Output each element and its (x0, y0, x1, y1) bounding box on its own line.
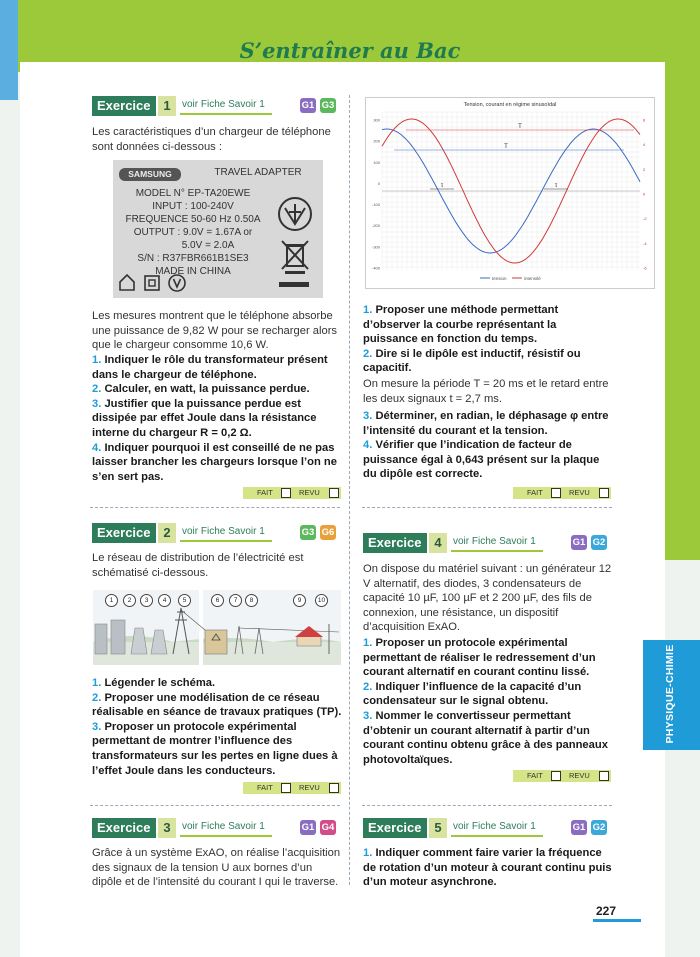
link-underline (180, 835, 272, 837)
diagram-number-8: 8 (245, 594, 258, 607)
right-tick-label: 6 (643, 117, 646, 123)
fiche-savoir-link[interactable]: voir Fiche Savoir 1 (453, 821, 536, 832)
badge-g6: G6 (321, 527, 335, 538)
question: 2. Indiquer l’influence de la capacité d’un condensateur sur le signal obtenu. (363, 680, 582, 708)
left-tick-label: -200 (371, 223, 380, 229)
exercise-4-intro: On dispose du matériel suivant : un générateur 12 V alternatif, des diodes, 3 condensateurs de capacité 10 µF, 100 µF et 2 200 µF, des fils de connexion, une résistance, un dispositif d’acquisition ExAO. (363, 563, 612, 634)
exercise-1-intro: Les caractéristiques d’un chargeur de téléphone sont données ci-dessous : (92, 126, 331, 153)
exercise-1-header (92, 96, 342, 116)
green-margin (665, 0, 700, 560)
brand-logo: SAMSUNG (119, 168, 181, 181)
exercise-number: 4 (429, 533, 447, 553)
fait-checkbox[interactable] (551, 488, 561, 498)
question: 1. Légender le schéma. (92, 677, 216, 689)
square-icon (143, 274, 161, 292)
fiche-savoir-link[interactable]: voir Fiche Savoir 1 (182, 99, 265, 110)
left-tick-label: -100 (371, 202, 380, 208)
fait-label: FAIT (257, 783, 273, 792)
badge-g1: G1 (301, 822, 315, 833)
annotation-label: T (504, 144, 508, 150)
badge-g2: G2 (592, 537, 606, 548)
right-tick-label: 4 (643, 142, 646, 148)
row-divider (90, 805, 340, 806)
question: 3. Justifier que la puissance perdue est dissipée par effet Joule dans la résistance interne du chargeur R = 0,2 Ω. (92, 397, 317, 439)
question: 2. Dire si le dipôle est inductif, résistif ou capacitif. (363, 347, 581, 375)
exercise-label: Exercice (363, 818, 427, 838)
revu-checkbox[interactable] (329, 488, 339, 498)
left-tick-label: 0 (377, 180, 380, 186)
right-tick-label: -4 (643, 240, 647, 246)
right-tick-label: -6 (643, 265, 647, 271)
fait-checkbox[interactable] (281, 488, 291, 498)
exercise-4-header (363, 533, 613, 553)
chart-ticks (372, 118, 647, 271)
fait-label: FAIT (527, 771, 543, 780)
badge-g2: G2 (592, 822, 606, 833)
exercise-1-body: Les mesures montrent que le téléphone absorbe une puissance de 9,82 W pour se recharger alors que le chargeur consomme 10,6 W. (92, 310, 338, 352)
right-tick-label: 0 (643, 191, 646, 197)
exercise-3-header (92, 818, 342, 838)
question: 3. Déterminer, en radian, le déphasage φ entre l’intensité du courant et la tension. (363, 410, 609, 437)
exercise-5-questions (363, 846, 613, 890)
right-tick-label: 2 (643, 166, 646, 172)
left-tick-label: 300 (373, 117, 380, 123)
exercise-5-header (363, 818, 613, 838)
exercise-label: Exercice (92, 818, 156, 838)
question: 2. Proposer une modélisation de ce réseau réalisable en séance de travaux pratiques (TP). (92, 691, 342, 719)
chart-title: Tension, courant en régime sinusoïdal (463, 102, 557, 108)
left-tick-label: 200 (373, 138, 380, 144)
fiche-savoir-link[interactable]: voir Fiche Savoir 1 (182, 526, 265, 537)
row-divider (362, 507, 612, 508)
page-number-underline (593, 919, 641, 922)
exercise-number: 5 (429, 818, 447, 838)
exercise-3-body: On mesure la période T = 20 ms et le retard entre les deux signaux t = 2,7 ms. (363, 378, 609, 405)
chart-grid (382, 112, 640, 270)
exercise-2-questions (92, 676, 344, 778)
annotation-label: T (518, 124, 522, 130)
revu-label: REVU (569, 488, 590, 497)
question: 1. Proposer un protocole expérimental permettant de réaliser le redressement d’un courant alternatif en courant continu lissé. (363, 637, 596, 679)
revu-label: REVU (299, 488, 320, 497)
exercise-label: Exercice (363, 533, 427, 553)
weee-bin-icon (279, 238, 311, 274)
exercise-3-questions-a (363, 303, 613, 376)
plate-line: 5.0V = 2.0A (181, 240, 235, 251)
exercise-number: 3 (158, 818, 176, 838)
diagram-number-3: 3 (140, 594, 153, 607)
charger-label-plate (113, 160, 323, 298)
exercise-number: 2 (158, 523, 176, 543)
exercise-2-header (92, 523, 342, 543)
fait-revu-checklist (513, 487, 611, 499)
badge-g3: G3 (301, 527, 315, 538)
revu-checkbox[interactable] (329, 783, 339, 793)
exercise-3-questions-b (363, 409, 613, 482)
diagram-number-9: 9 (293, 594, 306, 607)
left-tick-label: 100 (373, 159, 380, 165)
diagram-number-7: 7 (229, 594, 242, 607)
tension-current-chart (365, 97, 655, 289)
diagram-number-5: 5 (178, 594, 191, 607)
diagram-number-6: 6 (211, 594, 224, 607)
question: 2. Calculer, en watt, la puissance perdue. (92, 383, 310, 396)
chart-svg (366, 98, 654, 288)
revu-checkbox[interactable] (599, 771, 609, 781)
link-underline (180, 113, 272, 115)
page-number: 227 (596, 904, 617, 918)
certification-icon (275, 194, 315, 234)
legend-entry: tension (492, 276, 507, 281)
badge-g3: G3 (321, 100, 335, 111)
v-circle-icon (167, 273, 187, 293)
right-tick-label: -2 (643, 216, 647, 222)
badge-g1: G1 (572, 822, 586, 833)
plate-line: MODEL N° EP-TA20EWE (135, 188, 251, 199)
exercise-label: Exercice (92, 523, 156, 543)
diagram-number-1: 1 (105, 594, 118, 607)
row-divider (90, 507, 340, 508)
question: 3. Nommer le convertisseur permettant d’obtenir un courant alternatif à partir d’un courant continu obtenu grâce à des panneaux photovoltaïques. (363, 709, 608, 766)
annotation-label: τ (440, 183, 444, 189)
plate-line: MADE IN CHINA (155, 266, 231, 277)
fait-label: FAIT (257, 488, 273, 497)
plate-title: TRAVEL ADAPTER (214, 167, 302, 178)
question: 1. Indiquer comment faire varier la fréquence de rotation d’un moteur à courant continu puis d’un moteur asynchrone. (363, 847, 612, 889)
exercise-4-questions (363, 636, 613, 767)
page-title: S’entraîner au Bac (239, 38, 461, 63)
fait-checkbox[interactable] (551, 771, 561, 781)
exercise-3-intro: Grâce à un système ExAO, on réalise l’acquisition des signaux de la tension U aux bornes d’un dipôle et de l’intensité du courant I qui le traverse. (92, 847, 341, 889)
side-tab-label: PHYSIQUE-CHIMIE (664, 644, 676, 744)
legend-entry: intensité (524, 276, 541, 281)
question: 3. Proposer un protocole expérimental permettant de montrer l’influence des transformateurs sur les pertes en ligne dues à l’effet Joule dans les conducteurs. (92, 720, 338, 777)
left-tick-label: -300 (371, 244, 380, 250)
chart-annotations (394, 124, 634, 189)
badge-g1: G1 (572, 537, 586, 548)
fait-revu-checklist (243, 782, 341, 794)
plate-line: OUTPUT : 9.0V = 1.67A or (133, 227, 253, 238)
link-underline (180, 540, 272, 542)
exercise-2-intro: Le réseau de distribution de l’électricité est schématisé ci-dessous. (92, 552, 304, 579)
link-underline (451, 550, 543, 552)
revu-label: REVU (569, 771, 590, 780)
exercise-number: 1 (158, 96, 176, 116)
plate-line: FREQUENCE 50-60 Hz 0.50A (125, 214, 261, 225)
house-icon (117, 272, 137, 292)
question: 4. Vérifier que l’indication de facteur de puissance égal à 0,643 présent sur la plaque du dipôle est correcte. (363, 439, 600, 481)
question: 1. Proposer une méthode permettant d’observer la courbe représentant la puissance en fonction du temps. (363, 304, 559, 346)
plate-line: INPUT : 100-240V (152, 201, 234, 212)
link-underline (451, 835, 543, 837)
question: 1. Indiquer le rôle du transformateur présent dans le chargeur de téléphone. (92, 354, 328, 381)
diagram-number-2: 2 (123, 594, 136, 607)
row-divider (362, 805, 612, 806)
exercise-1-questions (92, 353, 344, 484)
badge-g4: G4 (321, 822, 335, 833)
fiche-savoir-link[interactable]: voir Fiche Savoir 1 (453, 536, 536, 547)
question: 4. Indiquer pourquoi il est conseillé de ne pas laisser brancher les chargeurs lorsque l’on ne s’en sert pas. (92, 441, 337, 483)
revu-checkbox[interactable] (599, 488, 609, 498)
fait-checkbox[interactable] (281, 783, 291, 793)
revu-label: REVU (299, 783, 320, 792)
fait-label: FAIT (527, 488, 543, 497)
fiche-savoir-link[interactable]: voir Fiche Savoir 1 (182, 821, 265, 832)
diagram-number-10: 10 (315, 594, 328, 607)
electricity-network-diagram (93, 590, 341, 665)
bar-mark (279, 282, 309, 287)
chart-legend (480, 276, 541, 281)
badge-g1: G1 (301, 100, 315, 111)
fait-revu-checklist (243, 487, 341, 499)
fait-revu-checklist (513, 770, 611, 782)
left-tick-label: -400 (371, 265, 380, 271)
exercise-label: Exercice (92, 96, 156, 116)
annotation-label: τ (554, 183, 558, 189)
diagram-number-4: 4 (158, 594, 171, 607)
plate-line: S/N : R37FBR661B1SE3 (137, 253, 249, 264)
column-divider (349, 95, 350, 885)
